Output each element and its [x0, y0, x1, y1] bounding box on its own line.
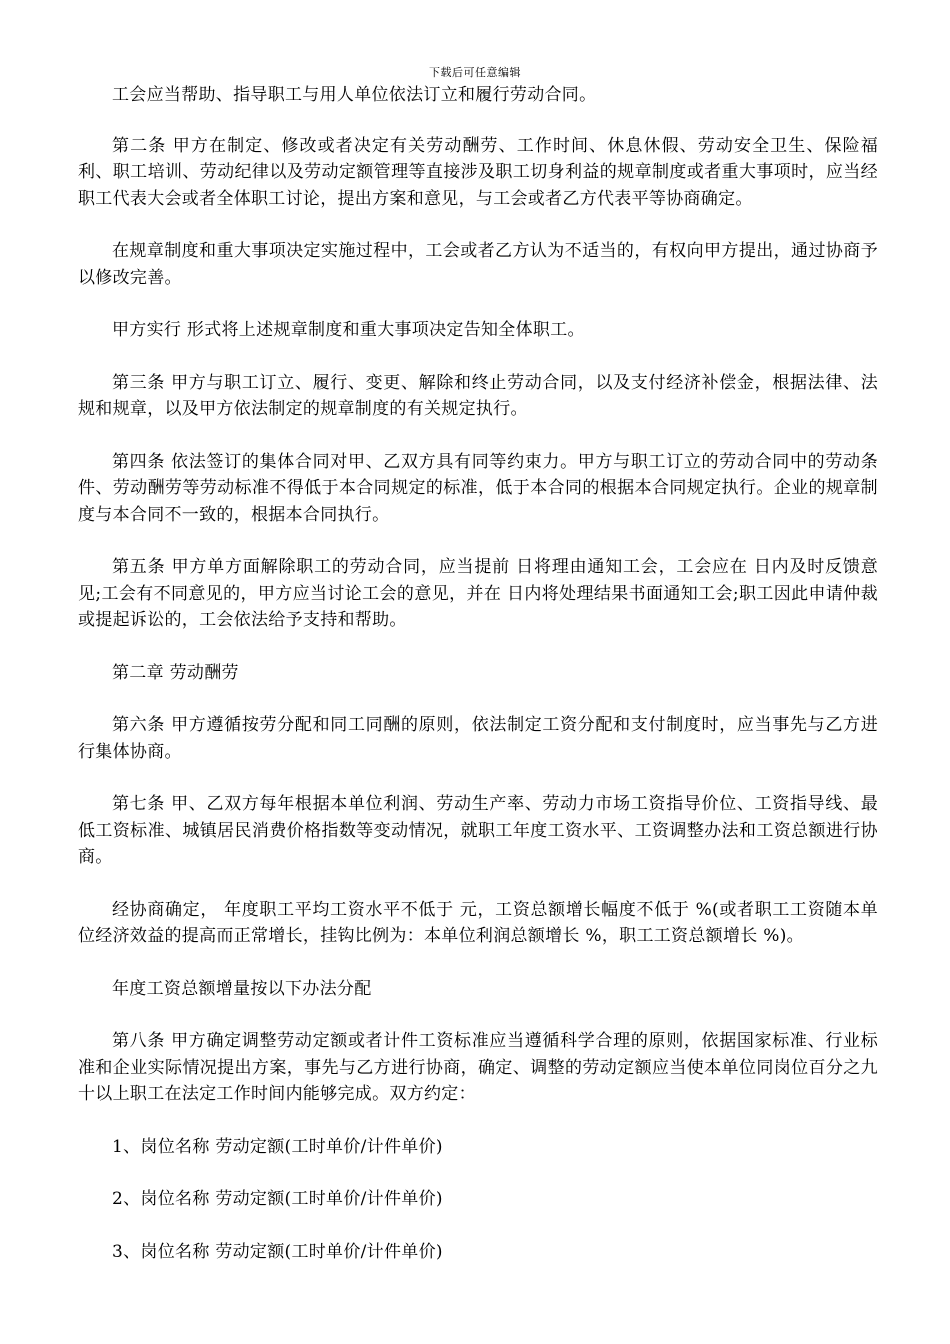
chapter-heading: 第二章 劳动酬劳 — [112, 662, 239, 683]
paragraph-article-3: 第三条 甲方与职工订立、履行、变更、解除和终止劳动合同，以及支付经济补偿金，根据法律、法规和规章，以及甲方依法制定的规章制度的有关规定执行。 — [78, 372, 878, 419]
list-item-position-2: 2、岗位名称 劳动定额(工时单价/计件单价) — [112, 1189, 443, 1209]
list-item-position-1: 1、岗位名称 劳动定额(工时单价/计件单价) — [112, 1136, 443, 1157]
paragraph-article-2: 第二条 甲方在制定、修改或者决定有关劳动酬劳、工作时间、休息休假、劳动安全卫生、保险福利、职工培训、劳动纪律以及劳动定额管理等直接涉及职工切身利益的规章制度或者重大事项时，应当经职工代表大会或者全体职工讨论，提出方案和意见，与工会或者乙方代表平等协商确定。 — [78, 135, 878, 209]
paragraph-article-5: 第五条 甲方单方面解除职工的劳动合同，应当提前 日将理由通知工会，工会应在 日内及时反馈意见;工会有不同意见的，甲方应当讨论工会的意见，并在 日内将处理结果书面通知工会;职工因此申请仲裁或提起诉讼的，工会依法给予支持和帮助。 — [78, 557, 878, 630]
paragraph-article-7: 第七条 甲、乙双方每年根据本单位利润、劳动生产率、劳动力市场工资指导价位、工资指导线、最低工资标准、城镇居民消费价格指数等变动情况，就职工年度工资水平、工资调整办法和工资总额进行协商。 — [78, 794, 878, 867]
paragraph-article-4: 第四条 依法签订的集体合同对甲、乙双方具有同等约束力。甲方与职工订立的劳动合同中的劳动条件、劳动酬劳等劳动标准不得低于本合同规定的标准，低于本合同的根据本合同规定执行。企业的规章制度与本合同不一致的，根据本合同执行。 — [78, 451, 878, 525]
paragraph-notice-form: 甲方实行 形式将上述规章制度和重大事项决定告知全体职工。 — [112, 320, 585, 340]
document-body — [78, 82, 878, 1291]
header-note: 下载后可任意编辑 — [429, 66, 521, 79]
list-item-position-3: 3、岗位名称 劳动定额(工时单价/计件单价) — [112, 1241, 443, 1262]
paragraph-article-6: 第六条 甲方遵循按劳分配和同工同酬的原则，依法制定工资分配和支付制度时，应当事先与乙方进行集体协商。 — [78, 715, 878, 762]
paragraph-wage-distribution: 年度工资总额增量按以下办法分配 — [112, 978, 372, 999]
paragraph-rules-revision: 在规章制度和重大事项决定实施过程中，工会或者乙方认为不适当的，有权向甲方提出，通过协商予以修改完善。 — [78, 241, 878, 288]
paragraph-union-guidance: 工会应当帮助、指导职工与用人单位依法订立和履行劳动合同。 — [112, 85, 597, 105]
paragraph-wage-terms: 经协商确定， 年度职工平均工资水平不低于 元，工资总额增长幅度不低于 %(或者职工工资随本单位经济效益的提高而正常增长，挂钩比例为：本单位利润总额增长 %，职工工资总额增长 %)。 — [78, 899, 878, 946]
paragraph-article-8: 第八条 甲方确定调整劳动定额或者计件工资标准应当遵循科学合理的原则，依据国家标准、行业标准和企业实际情况提出方案，事先与乙方进行协商，确定、调整的劳动定额应当使本单位同岗位百分之九十以上职工在法定工作时间内能够完成。双方约定： — [78, 1031, 878, 1104]
